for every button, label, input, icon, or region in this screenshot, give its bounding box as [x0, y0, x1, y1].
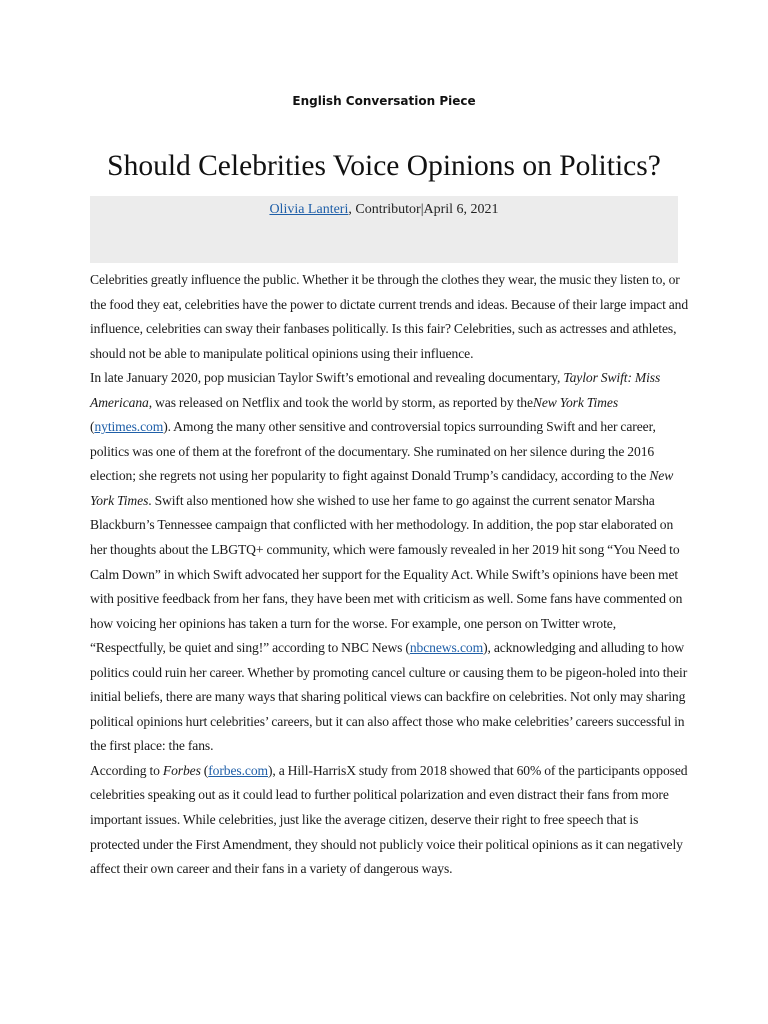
- article-body: [90, 268, 690, 882]
- text-run: , was released on Netflix and took the world by storm, as reported by the: [148, 394, 533, 410]
- author-link[interactable]: Olivia Lanteri: [269, 202, 349, 217]
- nytimes-link[interactable]: nytimes.com: [94, 419, 164, 435]
- byline-role-date: , Contributor|April 6, 2021: [348, 202, 499, 217]
- byline: [90, 202, 678, 218]
- text-run: ), acknowledging and alluding to how politics could ruin her career. Whether by promoting cancel culture or causing them to be pigeon-holed into their initial beliefs, there are many ways that sharing political views can backfire on celebrities. Not only may sharing political opinions hurt celebrities’ careers, but it can also affect those who make celebrities’ careers successful in the first place: the fans.: [90, 640, 688, 754]
- film-title: Taylor Swift: Miss Americana: [90, 370, 661, 410]
- text-run: According to: [90, 762, 163, 778]
- text-run: ). Among the many other sensitive and controversial topics surrounding Swift and her career, politics was one of them at the forefront of the documentary. She ruminated on her silence during the 2016 election; she regrets not using her popularity to fight against Donald Trump’s candidacy, according to the: [90, 419, 656, 484]
- text-run: (: [200, 762, 209, 778]
- publication-name: New York Times: [90, 468, 674, 508]
- article-title: Should Celebrities Voice Opinions on Politics?: [107, 150, 661, 182]
- text-run: In late January 2020, pop musician Taylor Swift’s emotional and revealing documentary,: [90, 370, 564, 386]
- text-run: (: [90, 419, 95, 435]
- paragraph-forbes: [90, 759, 690, 882]
- forbes-link[interactable]: forbes.com: [208, 762, 268, 778]
- paragraph-intro: Celebrities greatly influence the public. Whether it be through the clothes they wear, the music they listen to, or the food they eat, celebrities have the power to dictate current trends and ideas. Because of their large impact and influence, celebrities can sway their fanbases politically. Is this fair? Celebrities, such as actresses and athletes, should not be able to manipulate political opinions using their influence.: [90, 272, 689, 361]
- text-run: . Swift also mentioned how she wished to use her fame to go against the current senator Marsha Blackburn’s Tennessee campaign that conflicted with her methodology. In addition, the pop star elaborated on her thoughts about the LBGTQ+ community, which were famously revealed in her 2019 hit song “You Need to Calm Down” in which Swift advocated her support for the Equality Act. While Swift’s opinions have been met with positive feedback from her fans, they have been met with criticism as well. Some fans have commented on how voicing her opinions has taken a turn for the worse. For example, one person on Twitter wrote, “Respectfully, be quiet and sing!” according to NBC News (: [90, 492, 683, 656]
- section-kicker: English Conversation Piece: [292, 94, 476, 108]
- text-run: ), a Hill-HarrisX study from 2018 showed that 60% of the participants opposed celebrities speaking out as it could lead to further political polarization and even distract their fans from more important issues. While celebrities, just like the average citizen, deserve their right to free speech that is protected under the First Amendment, they should not publicly voice their political opinions as it can negatively affect their own career and their fans in a variety of dangerous ways.: [90, 762, 688, 877]
- paragraph-swift: [90, 366, 690, 759]
- nbcnews-link[interactable]: nbcnews.com: [409, 640, 484, 656]
- byline-box: [90, 196, 678, 263]
- publication-name: Forbes: [162, 762, 201, 778]
- publication-name: New York Times: [532, 394, 619, 410]
